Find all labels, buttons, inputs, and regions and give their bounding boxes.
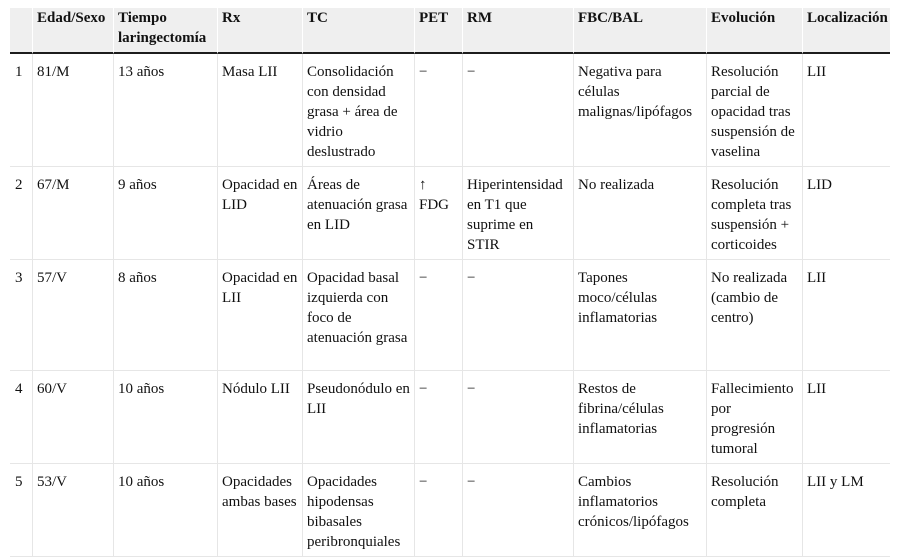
cell-xray: Opacidad en LID	[218, 167, 303, 260]
table-row	[10, 54, 890, 167]
cell-ct: Consolidación con densidad grasa + área de vidrio deslustrado	[303, 54, 415, 167]
cell-ct: Opacidades hipodensas bibasales peribronquiales	[303, 464, 415, 557]
header-fbc-bal: FBC/BAL	[574, 8, 707, 54]
cell-fbc-bal: Tapones moco/células inflamatorias	[574, 260, 707, 371]
cell-age-sex: 67/M	[33, 167, 114, 260]
cell-evolution: No realizada (cambio de centro)	[707, 260, 803, 371]
table-row	[10, 260, 890, 371]
cell-fbc-bal: No realizada	[574, 167, 707, 260]
cell-case-number: 2	[10, 167, 33, 260]
header-ct: TC	[303, 8, 415, 54]
cell-mri: Hiperintensidad en T1 que suprime en STIR	[463, 167, 574, 260]
cell-age-sex: 53/V	[33, 464, 114, 557]
header-mri: RM	[463, 8, 574, 54]
cell-evolution: Resolución completa	[707, 464, 803, 557]
cell-fbc-bal: Cambios inflamatorios crónicos/lipófagos	[574, 464, 707, 557]
cell-case-number: 3	[10, 260, 33, 371]
cell-location: LII y LM	[803, 464, 890, 557]
cell-location: LII	[803, 371, 890, 464]
cell-mri: −	[463, 260, 574, 371]
cell-case-number: 4	[10, 371, 33, 464]
cell-time-since-laryngectomy: 9 años	[114, 167, 218, 260]
header-time-since-laryngectomy: Tiempo laringectomía	[114, 8, 218, 54]
cell-pet: −	[415, 260, 463, 371]
cell-location: LII	[803, 54, 890, 167]
cell-fbc-bal: Negativa para células malignas/lipófagos	[574, 54, 707, 167]
cell-evolution: Resolución parcial de opacidad tras suspensión de vaselina	[707, 54, 803, 167]
header-pet: PET	[415, 8, 463, 54]
header-case-number	[10, 8, 33, 54]
cell-age-sex: 60/V	[33, 371, 114, 464]
header-age-sex: Edad/Sexo	[33, 8, 114, 54]
cell-evolution: Fallecimiento por progresión tumoral	[707, 371, 803, 464]
cell-fbc-bal: Restos de fibrina/células inflamatorias	[574, 371, 707, 464]
cell-mri: −	[463, 464, 574, 557]
cell-case-number: 5	[10, 464, 33, 557]
cell-ct: Pseudonódulo en LII	[303, 371, 415, 464]
table-row	[10, 464, 890, 557]
header-row	[10, 8, 890, 54]
cell-pet: ↑ FDG	[415, 167, 463, 260]
cell-pet: −	[415, 54, 463, 167]
cell-xray: Masa LII	[218, 54, 303, 167]
cell-ct: Áreas de atenuación grasa en LID	[303, 167, 415, 260]
table-row	[10, 167, 890, 260]
cell-xray: Nódulo LII	[218, 371, 303, 464]
header-location: Localización	[803, 8, 890, 54]
cell-case-number: 1	[10, 54, 33, 167]
cell-mri: −	[463, 371, 574, 464]
cell-xray: Opacidades ambas bases	[218, 464, 303, 557]
table-body	[10, 54, 890, 557]
cell-time-since-laryngectomy: 8 años	[114, 260, 218, 371]
cell-location: LID	[803, 167, 890, 260]
cell-age-sex: 57/V	[33, 260, 114, 371]
cell-time-since-laryngectomy: 10 años	[114, 371, 218, 464]
cell-pet: −	[415, 464, 463, 557]
table-header	[10, 8, 890, 54]
header-xray: Rx	[218, 8, 303, 54]
cell-ct: Opacidad basal izquierda con foco de atenuación grasa	[303, 260, 415, 371]
cell-location: LII	[803, 260, 890, 371]
cell-time-since-laryngectomy: 10 años	[114, 464, 218, 557]
cell-evolution: Resolución completa tras suspensión + corticoides	[707, 167, 803, 260]
cell-xray: Opacidad en LII	[218, 260, 303, 371]
cell-age-sex: 81/M	[33, 54, 114, 167]
cell-mri: −	[463, 54, 574, 167]
header-evolution: Evolución	[707, 8, 803, 54]
clinical-cases-table	[10, 8, 890, 557]
cell-time-since-laryngectomy: 13 años	[114, 54, 218, 167]
cell-pet: −	[415, 371, 463, 464]
table-row	[10, 371, 890, 464]
